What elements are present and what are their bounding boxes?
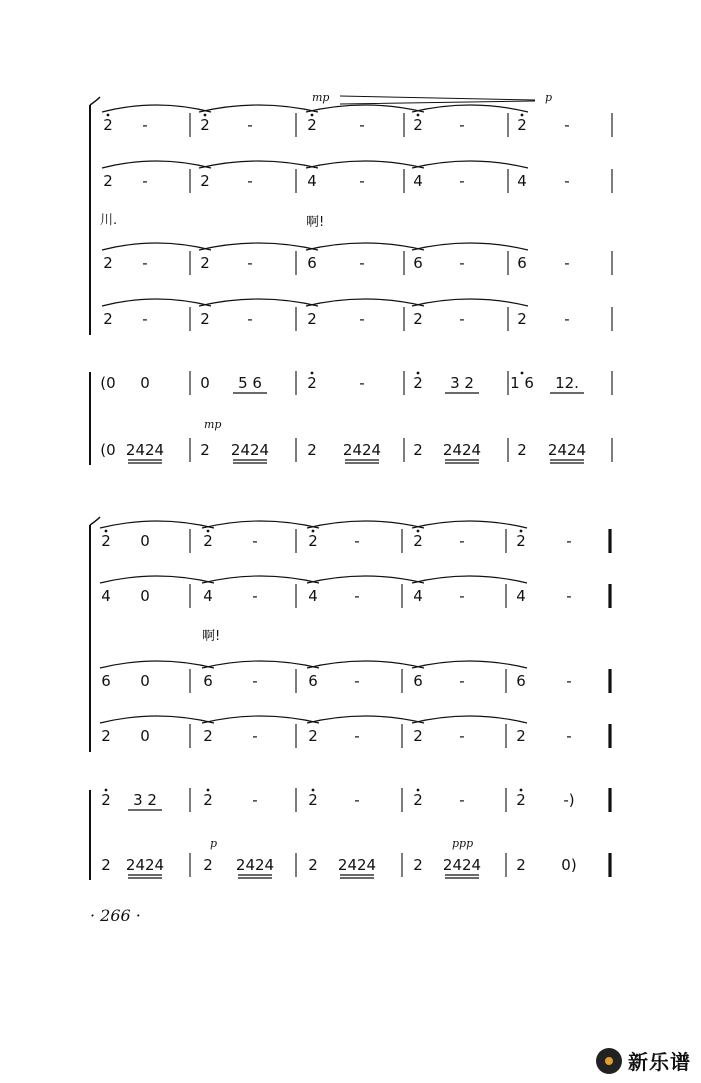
tie-arc bbox=[102, 161, 211, 168]
note-token: 2 bbox=[101, 532, 111, 550]
octave-dot bbox=[207, 530, 210, 533]
tie-arc bbox=[102, 243, 211, 250]
tie-arc bbox=[307, 661, 424, 668]
tie-arc bbox=[412, 161, 528, 168]
octave-dot bbox=[312, 789, 315, 792]
note-token: - bbox=[459, 254, 465, 272]
note-token: 2 bbox=[516, 856, 526, 874]
tie-arc bbox=[412, 576, 527, 583]
site-watermark bbox=[596, 1046, 691, 1075]
tie-arc bbox=[306, 105, 424, 112]
note-token: - bbox=[564, 254, 570, 272]
note-token: 2 bbox=[516, 791, 526, 809]
note-token: - bbox=[354, 672, 360, 690]
note-token: - bbox=[564, 172, 570, 190]
note-token: 2424 bbox=[235, 856, 275, 874]
octave-dot bbox=[417, 789, 420, 792]
page-number: · 266 · bbox=[90, 906, 141, 925]
note-token: - bbox=[354, 532, 360, 550]
note-token: - bbox=[566, 672, 572, 690]
note-token: - bbox=[359, 116, 365, 134]
note-token: 4 bbox=[517, 172, 527, 190]
music-notation bbox=[90, 96, 612, 880]
note-token: 2 bbox=[200, 172, 210, 190]
tie-arc bbox=[100, 521, 214, 528]
note-token: - bbox=[459, 172, 465, 190]
note-token: 2424 bbox=[442, 441, 482, 459]
note-token: - bbox=[354, 727, 360, 745]
tie-arc bbox=[199, 299, 318, 306]
note-token: 6 bbox=[307, 254, 317, 272]
note-token: 6 bbox=[517, 254, 527, 272]
dynamic-mp-accompaniment: mp bbox=[204, 418, 222, 431]
note-token: - bbox=[247, 116, 253, 134]
note-token: - bbox=[252, 727, 258, 745]
octave-dot bbox=[417, 530, 420, 533]
note-token: 2424 bbox=[337, 856, 377, 874]
octave-dot bbox=[105, 789, 108, 792]
note-token: 2424 bbox=[547, 441, 587, 459]
note-token: 2 bbox=[203, 791, 213, 809]
note-token: 0 bbox=[140, 672, 150, 690]
bracket-hook-top bbox=[90, 517, 100, 525]
record-disc-icon bbox=[596, 1048, 622, 1074]
note-token: - bbox=[459, 116, 465, 134]
octave-dot bbox=[311, 114, 314, 117]
tie-arc bbox=[412, 243, 528, 250]
note-token: 3 2 bbox=[450, 374, 474, 392]
octave-dot bbox=[520, 530, 523, 533]
dynamic-p: p bbox=[545, 91, 553, 104]
note-token: - bbox=[359, 254, 365, 272]
lyric-a-first: 啊! bbox=[306, 215, 325, 230]
tie-arc bbox=[202, 661, 319, 668]
tie-arc bbox=[199, 105, 318, 112]
note-token: 1 6 bbox=[510, 374, 534, 392]
lyric-a-second: 啊! bbox=[202, 629, 221, 644]
note-token: - bbox=[142, 172, 148, 190]
note-token: 6 bbox=[413, 672, 423, 690]
note-token: 2 bbox=[103, 116, 113, 134]
note-token: (0 bbox=[100, 441, 116, 459]
dynamic-p-accompaniment: p bbox=[210, 837, 218, 850]
tie-arc bbox=[412, 299, 528, 306]
octave-dot bbox=[311, 372, 314, 375]
note-token: - bbox=[252, 672, 258, 690]
tie-arc bbox=[412, 105, 528, 112]
note-token: 4 bbox=[203, 587, 213, 605]
octave-dot bbox=[521, 372, 524, 375]
note-token: 2 bbox=[203, 856, 213, 874]
note-token: 2 bbox=[516, 727, 526, 745]
note-token: 0 bbox=[140, 532, 150, 550]
note-token: 2424 bbox=[342, 441, 382, 459]
note-token: 0 bbox=[200, 374, 210, 392]
note-token: - bbox=[142, 116, 148, 134]
dynamic-ppp: ppp bbox=[452, 837, 474, 850]
octave-dot bbox=[417, 114, 420, 117]
tie-arc bbox=[100, 661, 214, 668]
note-token: 6 bbox=[516, 672, 526, 690]
note-token: 12. bbox=[555, 374, 579, 392]
note-token: 2424 bbox=[125, 856, 165, 874]
octave-dot bbox=[521, 114, 524, 117]
note-token: 2 bbox=[307, 441, 317, 459]
tie-arc bbox=[100, 716, 214, 723]
note-token: 2 bbox=[517, 441, 527, 459]
note-token: - bbox=[359, 374, 365, 392]
note-token: - bbox=[459, 587, 465, 605]
tie-arc bbox=[202, 521, 319, 528]
note-token: 2 bbox=[200, 310, 210, 328]
note-token: - bbox=[247, 172, 253, 190]
note-token: - bbox=[459, 310, 465, 328]
tie-arc bbox=[307, 521, 424, 528]
note-token: 2 bbox=[413, 727, 423, 745]
note-token: 4 bbox=[307, 172, 317, 190]
note-token: - bbox=[354, 587, 360, 605]
octave-dot bbox=[107, 114, 110, 117]
note-token: 6 bbox=[308, 672, 318, 690]
note-token: 2424 bbox=[442, 856, 482, 874]
note-token: 3 2 bbox=[133, 791, 157, 809]
note-token: 2 bbox=[103, 254, 113, 272]
note-token: - bbox=[252, 532, 258, 550]
tie-arc bbox=[412, 661, 527, 668]
note-token: 2 bbox=[200, 116, 210, 134]
note-token: 6 bbox=[101, 672, 111, 690]
note-token: 6 bbox=[413, 254, 423, 272]
note-token: 4 bbox=[516, 587, 526, 605]
tie-arc bbox=[306, 161, 424, 168]
note-token: 2 bbox=[517, 116, 527, 134]
tie-arc bbox=[102, 299, 211, 306]
note-token: (0 bbox=[100, 374, 116, 392]
note-token: 2 bbox=[203, 532, 213, 550]
note-token: 2 bbox=[413, 310, 423, 328]
watermark-text: 新乐谱 bbox=[628, 1050, 691, 1074]
note-token: - bbox=[566, 587, 572, 605]
note-token: - bbox=[247, 254, 253, 272]
note-token: - bbox=[564, 116, 570, 134]
note-token: 2 bbox=[308, 791, 318, 809]
note-token: - bbox=[142, 310, 148, 328]
tie-arc bbox=[412, 716, 527, 723]
octave-dot bbox=[312, 530, 315, 533]
bracket-hook-top bbox=[90, 97, 100, 105]
note-token: -) bbox=[563, 791, 575, 809]
lyric-chuan: 川. bbox=[100, 213, 118, 228]
note-token: 2 bbox=[307, 374, 317, 392]
note-token: 2 bbox=[307, 116, 317, 134]
tie-arc bbox=[307, 716, 424, 723]
octave-dot bbox=[417, 372, 420, 375]
tie-arc bbox=[202, 716, 319, 723]
octave-dot bbox=[105, 530, 108, 533]
note-token: 0 bbox=[140, 374, 150, 392]
note-token: 2 bbox=[103, 310, 113, 328]
note-token: 2 bbox=[413, 532, 423, 550]
note-token: - bbox=[566, 727, 572, 745]
note-token: - bbox=[564, 310, 570, 328]
note-token: 6 bbox=[203, 672, 213, 690]
note-token: 2 bbox=[101, 856, 111, 874]
note-token: 2 bbox=[308, 856, 318, 874]
note-token: 2 bbox=[200, 254, 210, 272]
note-token: 2 bbox=[516, 532, 526, 550]
note-token: - bbox=[252, 791, 258, 809]
tie-arc bbox=[306, 299, 424, 306]
note-token: - bbox=[247, 310, 253, 328]
note-token: - bbox=[359, 310, 365, 328]
tie-arc bbox=[199, 243, 318, 250]
note-token: 4 bbox=[101, 587, 111, 605]
octave-dot bbox=[204, 114, 207, 117]
note-token: - bbox=[459, 532, 465, 550]
tie-arc bbox=[102, 105, 211, 112]
note-token: 5 6 bbox=[238, 374, 262, 392]
note-token: 2 bbox=[308, 532, 318, 550]
note-token: 2 bbox=[200, 441, 210, 459]
tie-arc bbox=[306, 243, 424, 250]
note-token: 2 bbox=[307, 310, 317, 328]
octave-dot bbox=[520, 789, 523, 792]
note-token: 0) bbox=[561, 856, 577, 874]
note-token: 2 bbox=[413, 791, 423, 809]
tie-arc bbox=[100, 576, 214, 583]
note-token: 4 bbox=[413, 172, 423, 190]
note-token: - bbox=[459, 727, 465, 745]
note-token: 2 bbox=[413, 856, 423, 874]
note-token: 0 bbox=[140, 587, 150, 605]
note-token: 2 bbox=[413, 116, 423, 134]
tie-arc bbox=[199, 161, 318, 168]
note-token: 4 bbox=[413, 587, 423, 605]
tie-arc bbox=[307, 576, 424, 583]
hairpin bbox=[340, 96, 535, 104]
note-token: 4 bbox=[308, 587, 318, 605]
octave-dot bbox=[207, 789, 210, 792]
note-token: - bbox=[566, 532, 572, 550]
note-token: 0 bbox=[140, 727, 150, 745]
note-token: - bbox=[359, 172, 365, 190]
note-token: 2 bbox=[308, 727, 318, 745]
tie-arc bbox=[202, 576, 319, 583]
note-token: - bbox=[142, 254, 148, 272]
note-token: 2 bbox=[203, 727, 213, 745]
note-token: 2 bbox=[413, 441, 423, 459]
dynamic-mp: mp bbox=[312, 91, 330, 104]
note-token: 2 bbox=[101, 791, 111, 809]
tie-arc bbox=[412, 521, 527, 528]
note-token: 2 bbox=[103, 172, 113, 190]
note-token: 2424 bbox=[125, 441, 165, 459]
note-token: - bbox=[459, 791, 465, 809]
note-token: 2 bbox=[101, 727, 111, 745]
note-token: - bbox=[252, 587, 258, 605]
note-token: 2424 bbox=[230, 441, 270, 459]
note-token: 2 bbox=[413, 374, 423, 392]
note-token: 2 bbox=[517, 310, 527, 328]
note-token: - bbox=[354, 791, 360, 809]
note-token: - bbox=[459, 672, 465, 690]
